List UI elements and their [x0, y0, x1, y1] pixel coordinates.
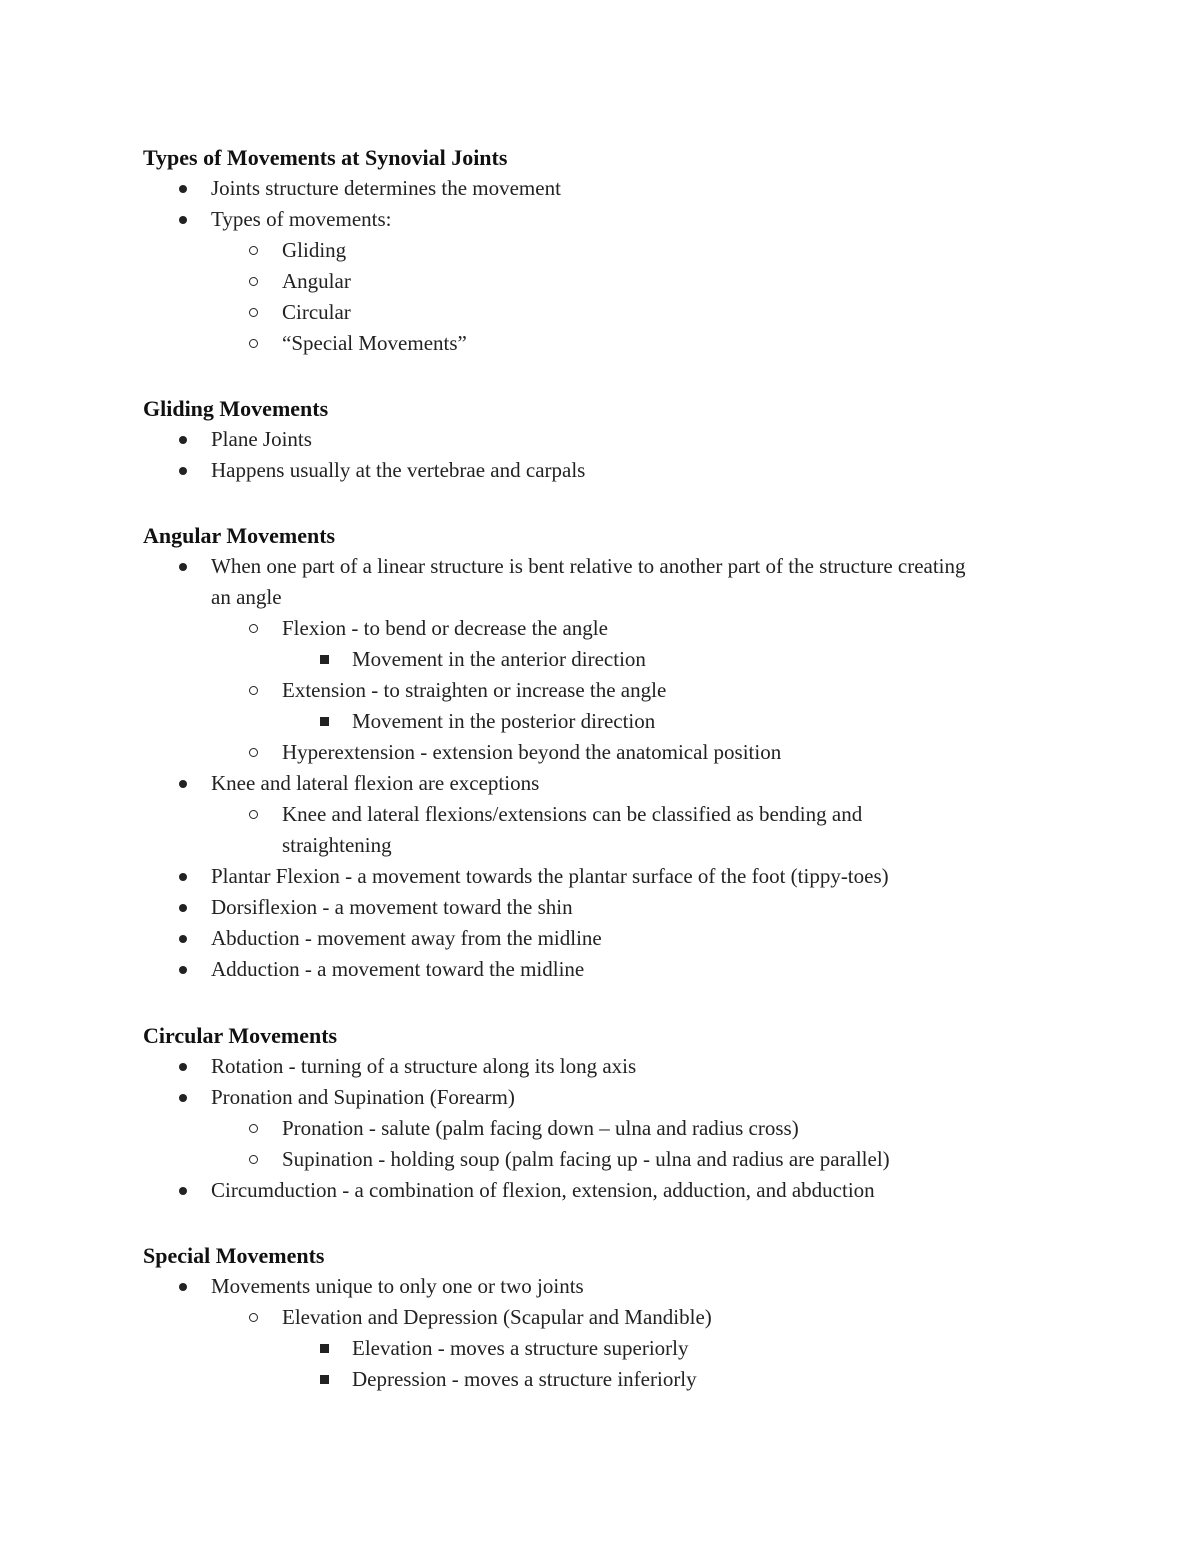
bullet-circle [249, 799, 258, 830]
bullet-dot [179, 892, 187, 923]
list-item: Knee and lateral flexions/extensions can be classified as bending and [143, 799, 1083, 830]
bullet-dot [179, 1051, 187, 1082]
list-item: Elevation and Depression (Scapular and Mandible) [143, 1302, 1083, 1333]
bullet-dot [179, 551, 187, 582]
bullet-circle [249, 266, 258, 297]
bullet-circle [249, 235, 258, 266]
list-item: Circumduction - a combination of flexion, extension, adduction, and abduction [143, 1175, 1083, 1206]
bullet-circle [249, 328, 258, 359]
list-item: Adduction - a movement toward the midline [143, 954, 1083, 985]
bullet-dot [179, 954, 187, 985]
list-item: Elevation - moves a structure superiorly [143, 1333, 1083, 1364]
bullet-square [320, 706, 329, 737]
list-item: Abduction - movement away from the midline [143, 923, 1083, 954]
list-item: Dorsiflexion - a movement toward the shin [143, 892, 1083, 923]
section-special [143, 1240, 1083, 1395]
list-item: Joints structure determines the movement [143, 173, 1083, 204]
bullet-dot [179, 455, 187, 486]
list-item: When one part of a linear structure is bent relative to another part of the structure creating [143, 551, 1083, 582]
bullet-dot [179, 173, 187, 204]
list-item-continuation: straightening [282, 833, 392, 857]
bullet-dot [179, 861, 187, 892]
list-item: Hyperextension - extension beyond the anatomical position [143, 737, 1083, 768]
list-item: Flexion - to bend or decrease the angle [143, 613, 1083, 644]
list-item: Depression - moves a structure inferiorly [143, 1364, 1083, 1395]
bullet-circle [249, 1113, 258, 1144]
bullet-circle [249, 297, 258, 328]
list-item: Plantar Flexion - a movement towards the plantar surface of the foot (tippy-toes) [143, 861, 1083, 892]
section-heading: Types of Movements at Synovial Joints [143, 145, 508, 170]
list-item: Angular [143, 266, 1083, 297]
list-item: Extension - to straighten or increase the angle [143, 675, 1083, 706]
bullet-dot [179, 1082, 187, 1113]
list-item: Pronation - salute (palm facing down – ulna and radius cross) [143, 1113, 1083, 1144]
bullet-circle [249, 737, 258, 768]
bullet-square [320, 1333, 329, 1364]
list-item-continuation: an angle [211, 585, 282, 609]
list-item: Movement in the anterior direction [143, 644, 1083, 675]
section-circular [143, 1020, 1083, 1206]
list-item: Circular [143, 297, 1083, 328]
list-item: Gliding [143, 235, 1083, 266]
bullet-dot [179, 1271, 187, 1302]
section-heading: Gliding Movements [143, 396, 329, 421]
bullet-circle [249, 675, 258, 706]
section-heading: Angular Movements [143, 523, 336, 548]
bullet-square [320, 644, 329, 675]
bullet-dot [179, 768, 187, 799]
list-item: Rotation - turning of a structure along its long axis [143, 1051, 1083, 1082]
bullet-circle [249, 1302, 258, 1333]
list-item: Supination - holding soup (palm facing up - ulna and radius are parallel) [143, 1144, 1083, 1175]
list-item: Pronation and Supination (Forearm) [143, 1082, 1083, 1113]
section-gliding [143, 393, 1083, 486]
bullet-circle [249, 613, 258, 644]
list-item: Knee and lateral flexion are exceptions [143, 768, 1083, 799]
bullet-circle [249, 1144, 258, 1175]
section-heading: Special Movements [143, 1243, 325, 1268]
bullet-dot [179, 923, 187, 954]
bullet-square [320, 1364, 329, 1395]
list-item: Happens usually at the vertebrae and carpals [143, 455, 1083, 486]
section-synovial-joints [143, 142, 1083, 359]
list-item: Movements unique to only one or two joints [143, 1271, 1083, 1302]
list-item: “Special Movements” [143, 328, 1083, 359]
list-item: Plane Joints [143, 424, 1083, 455]
bullet-dot [179, 424, 187, 455]
section-heading: Circular Movements [143, 1023, 338, 1048]
section-angular [143, 520, 1083, 985]
bullet-dot [179, 204, 187, 235]
list-item: Movement in the posterior direction [143, 706, 1083, 737]
list-item: Types of movements: [143, 204, 1083, 235]
bullet-dot [179, 1175, 187, 1206]
